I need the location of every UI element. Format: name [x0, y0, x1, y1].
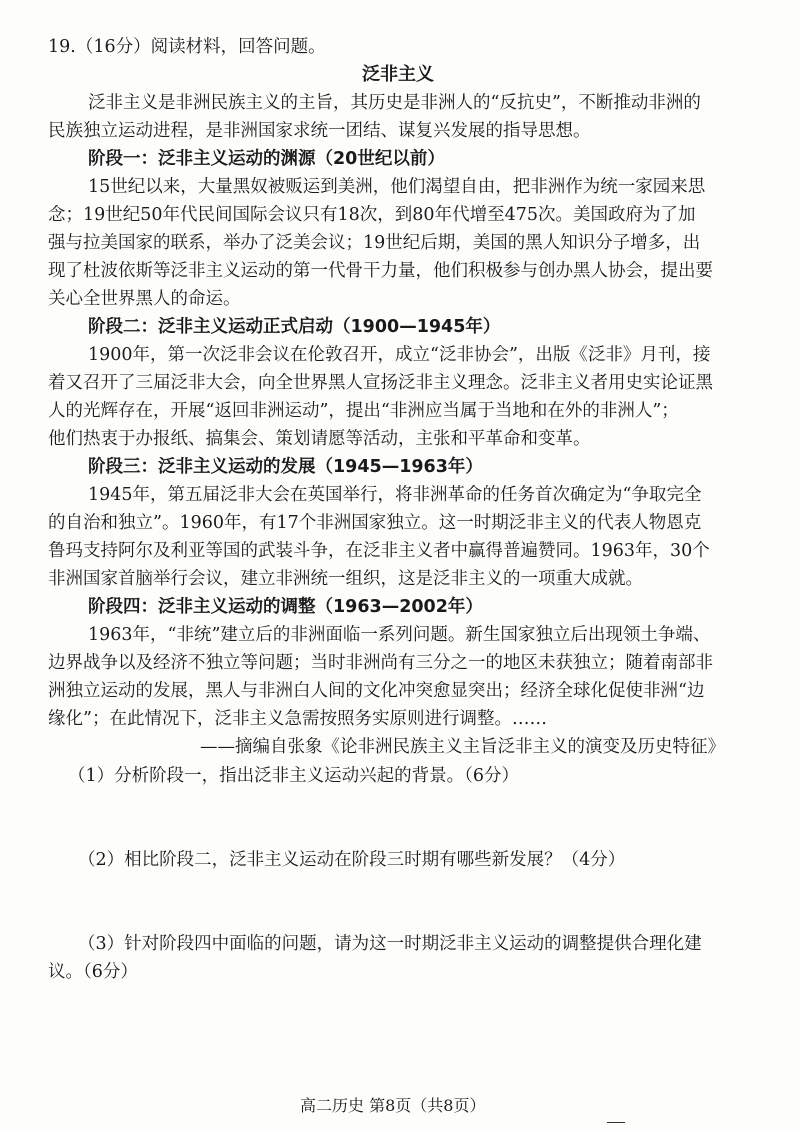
stage-3-line-1: 1945年，第五届泛非大会在英国举行，将非洲革命的任务首次确定为“争取完全 [88, 485, 702, 505]
stage-2-line-3: 人的光辉存在，开展“返回非洲运动”，提出“非洲应当属于当地和在外的非洲人”； [48, 401, 679, 421]
intro-line-1: 泛非主义是非洲民族主义的主旨，其历史是非洲人的“反抗史”，不断推动非洲的 [88, 93, 701, 113]
question-1: （1）分析阶段一，指出泛非主义运动兴起的背景。（6分） [68, 766, 520, 786]
stage-4-heading: 阶段四：泛非主义运动的调整（1963—2002年） [88, 597, 483, 617]
stage-1-line-4: 现了杜波依斯等泛非主义运动的第一代骨干力量，他们积极参与创办黑人协会，提出要 [48, 261, 713, 281]
question-3-line-2: 议。（6分） [48, 962, 138, 982]
stage-1-line-5: 关心全世界黑人的命运。 [48, 289, 241, 309]
stage-1-heading: 阶段一：泛非主义运动的渊源（20世纪以前） [88, 149, 445, 169]
stage-4-line-2: 边界战争以及经济不独立等问题；当时非洲尚有三分之一的地区未获独立；随着南部非 [48, 653, 713, 673]
stage-4-line-3: 洲独立运动的发展，黑人与非洲白人间的文化冲突愈显突出；经济全球化促使非洲“边 [48, 681, 705, 701]
stage-3-line-4: 非洲国家首脑举行会议，建立非洲统一组织，这是泛非主义的一项重大成就。 [48, 569, 643, 589]
page-footer: 高二历史 第8页（共8页） [300, 1096, 486, 1115]
stage-2-heading: 阶段二：泛非主义运动正式启动（1900—1945年） [88, 317, 501, 337]
stage-1-line-3: 强与拉美国家的联系，举办了泛美会议；19世纪后期，美国的黑人知识分子增多，出 [48, 233, 701, 253]
stage-1-line-2: 念；19世纪50年代民间国际会议只有18次，到80年代增至475次。美国政府为了加 [48, 205, 696, 225]
stage-2-line-1: 1900年，第一次泛非会议在伦敦召开，成立“泛非协会”，出版《泛非》月刊，接 [88, 345, 711, 365]
passage-title: 泛非主义 [362, 64, 434, 85]
stage-1-line-1: 15世纪以来，大量黑奴被贩运到美洲，他们渴望自由，把非洲作为统一家园来思 [88, 177, 706, 197]
stage-2-line-2: 着又召开了三届泛非大会，向全世界黑人宣扬泛非主义理念。泛非主义者用史实论证黑 [48, 373, 713, 393]
question-header: 19.（16分）阅读材料，回答问题。 [48, 37, 326, 57]
intro-line-2: 民族独立运动进程，是非洲国家求统一团结、谋复兴发展的指导思想。 [48, 121, 591, 141]
question-3-line-1: （3）针对阶段四中面临的问题，请为这一时期泛非主义运动的调整提供合理化建 [78, 934, 702, 954]
stage-3-line-2: 的自治和独立”。1960年，有17个非洲国家独立。这一时期泛非主义的代表人物恩克 [48, 513, 702, 533]
question-2: （2）相比阶段二，泛非主义运动在阶段三时期有哪些新发展？（4分） [78, 850, 626, 870]
stage-3-line-3: 鲁玛支持阿尔及利亚等国的武装斗争，在泛非主义者中赢得普遍赞同。1963年，30个 [48, 541, 710, 561]
stage-2-line-4: 他们热衷于办报纸、搞集会、策划请愿等活动，主张和平革命和变革。 [48, 429, 591, 449]
corner-dash-mark [607, 1122, 625, 1123]
stage-4-line-1: 1963年，“非统”建立后的非洲面临一系列问题。新生国家独立后出现领土争端、 [88, 625, 711, 645]
source-citation: ——摘编自张象《论非洲民族主义主旨泛非主义的演变及历史特征》 [200, 737, 725, 757]
stage-4-line-4: 缘化”；在此情况下，泛非主义急需按照务实原则进行调整。…… [48, 709, 547, 729]
stage-3-heading: 阶段三：泛非主义运动的发展（1945—1963年） [88, 457, 483, 477]
